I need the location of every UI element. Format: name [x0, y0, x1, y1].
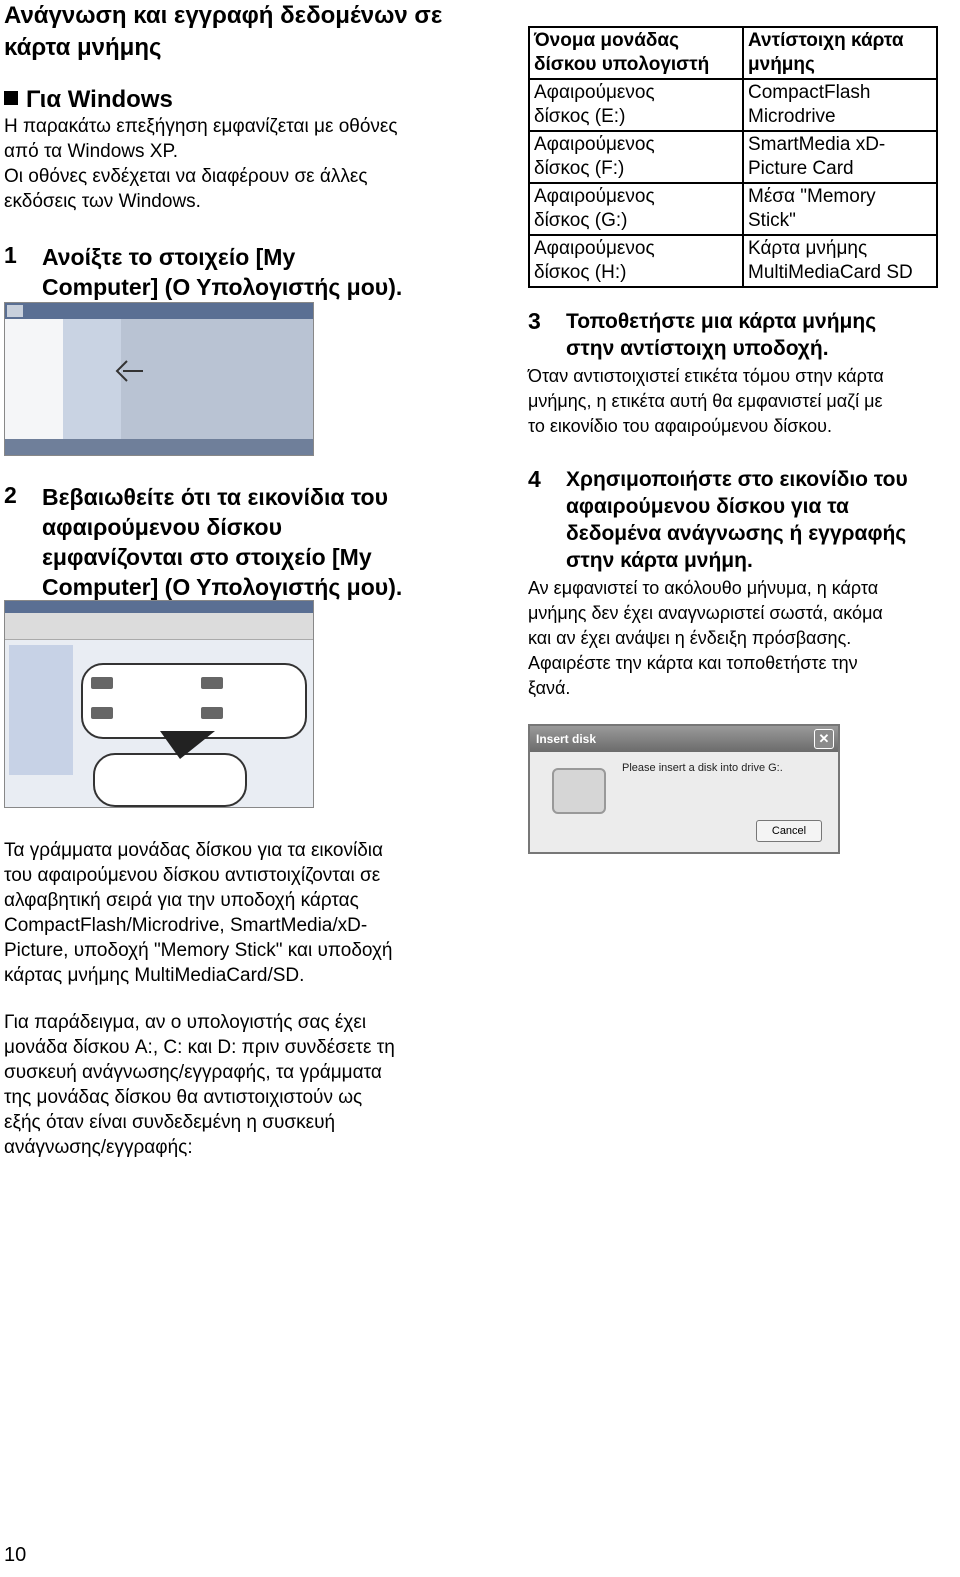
table-cell: Αφαιρούμενος δίσκος (E:) [529, 79, 743, 131]
intro-text: Η παρακάτω επεξήγηση εμφανίζεται με οθόνες από τα Windows XP. Οι οθόνες ενδέχεται να διαφέρουν σε άλλες εκδόσεις των Windows. [4, 116, 398, 212]
table-cell: Αφαιρούμενος δίσκος (G:) [529, 183, 743, 235]
page-title: Ανάγνωση και εγγραφή δεδομένων σε κάρτα μνήμης [4, 2, 443, 61]
table-cell: Αφαιρούμενος δίσκος (H:) [529, 235, 743, 287]
table-row [529, 79, 937, 131]
table-header-cell: Όνομα μονάδας δίσκου υπολογιστή [529, 27, 743, 79]
table-row [529, 131, 937, 183]
step-number: 2 [4, 482, 17, 508]
drive-icon [91, 677, 113, 689]
table-cell: CompactFlash Microdrive [743, 79, 937, 131]
arrow-icon [113, 353, 145, 389]
windows-heading: Για Windows [4, 86, 173, 114]
table-row [529, 235, 937, 287]
step-3-note: Όταν αντιστοιχιστεί ετικέτα τόμου στην κάρτα μνήμης, η ετικέτα αυτή θα εμφανιστεί μαζί με το εικονίδιο του αφαιρούμενου δίσκου. [528, 366, 884, 436]
step-3: 3 Τοποθετήστε μια κάρτα μνήμης στην αντίστοιχη υποδοχή. [528, 308, 877, 360]
table-cell: SmartMedia xD- Picture Card [743, 131, 937, 183]
table-cell: Κάρτα μνήμης MultiMediaCard SD [743, 235, 937, 287]
my-computer-screenshot [4, 600, 314, 808]
table-row [529, 183, 937, 235]
step-1: 1 Ανοίξτε το στοιχείο [My Computer] (Ο Υπολογιστής μου). [4, 242, 403, 300]
step-number: 1 [4, 242, 17, 268]
step-4: 4 Χρησιμοποιήστε στο εικονίδιο του αφαιρούμενου δίσκου για τα δεδομένα ανάγνωσης ή εγγραφής στην κάρτα μνήμη. [528, 466, 908, 572]
table-cell: Μέσα "Memory Stick" [743, 183, 937, 235]
drive-icon [201, 707, 223, 719]
dialog-title-bar: Insert disk ✕ [530, 726, 838, 752]
paragraph-drive-letters: Τα γράμματα μονάδας δίσκου για τα εικονίδια του αφαιρούμενου δίσκου αντιστοιχίζονται σε αλφαβητική σειρά για την υποδοχή κάρτας CompactFlash/Microdrive, SmartMedia/xD- Picture, υποδοχή "Memory Stick" και υποδοχή κάρτας μνήμης MultiMediaCard/SD. [4, 840, 393, 986]
close-icon[interactable]: ✕ [814, 729, 834, 749]
cancel-button[interactable]: Cancel [756, 820, 822, 842]
step-number: 3 [528, 308, 541, 334]
table-header-cell: Αντίστοιχη κάρτα μνήμης [743, 27, 937, 79]
paragraph-example: Για παράδειγμα, αν ο υπολογιστής σας έχει μονάδα δίσκου A:, C: και D: πριν συνδέσετε τη συσκευή ανάγνωσης/εγγραφής, τα γράμματα της μονάδας δίσκου θα αντιστοιχιστούν ως εξής όταν είναι συνδεδεμένη η συσκευή ανάγνωσης/εγγραφής: [4, 1012, 395, 1158]
dialog-message: Please insert a disk into drive G:. [622, 762, 783, 774]
insert-disk-dialog [528, 724, 840, 854]
callout-pointer-icon [155, 731, 225, 761]
step-4-note: Αν εμφανιστεί το ακόλουθο μήνυμα, η κάρτα μνήμης δεν έχει αναγνωριστεί σωστά, ακόμα και αν έχει ανάψει η ένδειξη πρόσβασης. Αφαιρέστε την κάρτα και τοποθετήστε την ξανά. [528, 578, 883, 698]
drive-icon [201, 677, 223, 689]
disk-drive-icon [552, 768, 606, 814]
table-header-row [529, 27, 937, 79]
table-cell: Αφαιρούμενος δίσκος (F:) [529, 131, 743, 183]
square-bullet-icon [4, 91, 18, 105]
drive-icon [91, 707, 113, 719]
step-2: 2 Βεβαιωθείτε ότι τα εικονίδια του αφαιρούμενου δίσκου εμφανίζονται στο στοιχείο [My Computer] (Ο Υπολογιστής μου). [4, 482, 403, 600]
step-number: 4 [528, 466, 541, 492]
user-avatar-icon [7, 305, 23, 317]
start-menu-screenshot [4, 302, 314, 456]
page-number: 10 [4, 1544, 27, 1566]
drive-card-table [528, 26, 938, 288]
